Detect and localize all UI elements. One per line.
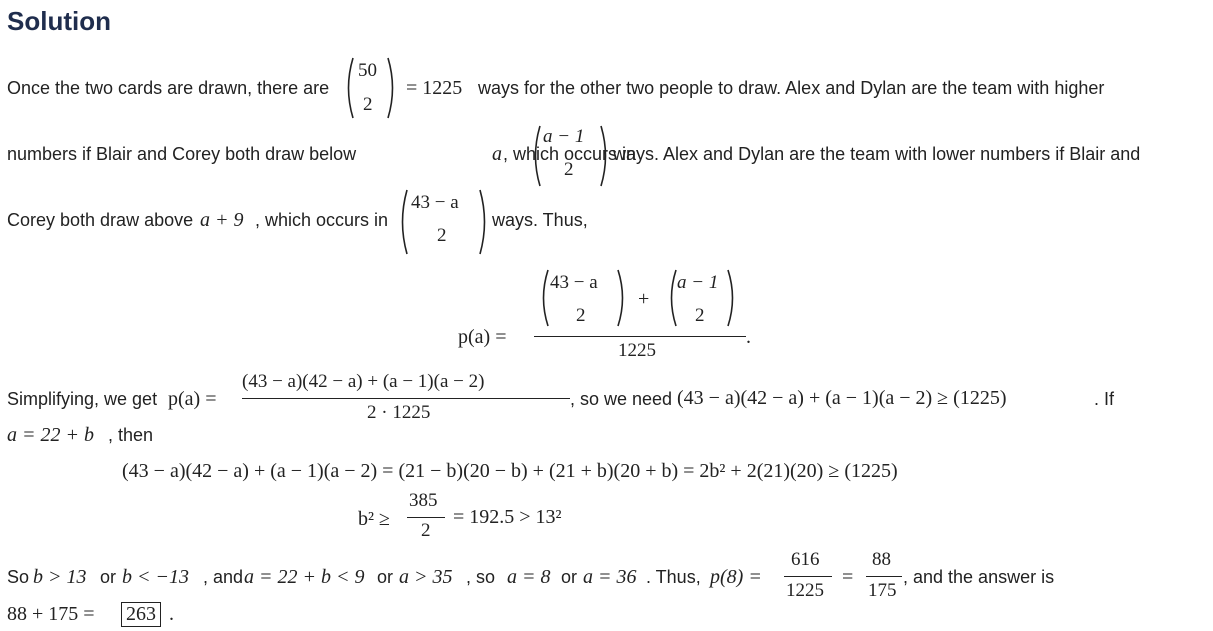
eq1-b1-top: 43 − a: [550, 272, 598, 293]
eq3-numerator: 385: [409, 490, 438, 511]
p6-text-4: or: [377, 567, 394, 587]
p6-frac1-denominator: 1225: [786, 580, 824, 601]
p4-text-2: , so we need: [570, 389, 673, 409]
eq1-b2-top: a − 1: [677, 272, 719, 293]
eq3-denominator: 2: [421, 520, 431, 541]
p5-text: , then: [108, 425, 154, 445]
solution-heading: Solution: [7, 6, 111, 36]
eq1-period: .: [746, 326, 751, 348]
p1-text-1: Once the two cards are drawn, there are: [7, 78, 330, 98]
p6-math-6: a = 36: [583, 566, 637, 588]
eq1-b1-bottom: 2: [576, 305, 586, 326]
eq1-b2-right-paren-icon: [726, 268, 738, 328]
p6-frac2-numerator: 88: [872, 549, 891, 570]
eq3-lhs: b² ≥: [358, 508, 390, 530]
eq3-rhs: = 192.5 > 13²: [453, 506, 562, 528]
eq1-fraction-bar: [534, 336, 746, 337]
p4-lhs: p(a) =: [168, 388, 217, 410]
p6-text-5: , so: [466, 567, 496, 587]
p4-text-3: . If: [1094, 389, 1115, 409]
p2-right-paren-icon: [599, 124, 611, 188]
p6-frac2-denominator: 175: [868, 580, 897, 601]
p2-left-paren-icon: [530, 124, 542, 188]
p6-math-3: a = 22 + b < 9: [244, 566, 365, 588]
p3-text-1: Corey both draw above: [7, 210, 194, 230]
p3-binom-bottom: 2: [437, 225, 447, 246]
p3-binom-top: 43 − a: [411, 192, 459, 213]
eq3-fraction-bar: [407, 517, 445, 518]
eq1-b1-left-paren-icon: [538, 268, 550, 328]
p1-binom-bottom: 2: [363, 94, 373, 115]
p6-text-3: , and: [203, 567, 244, 587]
p6-frac1-bar: [784, 576, 832, 577]
p7-period: .: [169, 603, 174, 625]
p1-right-paren-icon: [386, 56, 398, 120]
p4-fraction-bar: [242, 398, 570, 399]
eq1-denominator: 1225: [618, 340, 656, 361]
p6-math-1: b > 13: [33, 566, 87, 588]
p2-binom-top: a − 1: [543, 126, 585, 147]
p4-denominator: 2 · 1225: [367, 402, 431, 423]
p3-text-3: ways. Thus,: [492, 210, 588, 230]
p1-equals-1225: = 1225: [406, 77, 463, 99]
p3-left-paren-icon: [397, 188, 409, 256]
p6-text-1: So: [7, 567, 30, 587]
eq1-plus: +: [638, 288, 650, 310]
p6-frac2-bar: [866, 576, 902, 577]
eq1-lhs: p(a) =: [458, 326, 507, 348]
p2-text-1: numbers if Blair and Corey both draw below: [7, 144, 357, 164]
p1-text-2: ways for the other two people to draw. Alex and Dylan are the team with higher: [478, 78, 1105, 98]
p2-text-2: , which occurs in: [503, 144, 637, 164]
eq1-b2-bottom: 2: [695, 305, 705, 326]
answer-box: 263: [121, 602, 161, 627]
p1-left-paren-icon: [343, 56, 355, 120]
p6-frac1-numerator: 616: [791, 549, 820, 570]
eq2-line: (43 − a)(42 − a) + (a − 1)(a − 2) = (21 − b)(20 − b) + (21 + b)(20 + b) = 2b² + 2(21)(20) ≥ (1225): [122, 460, 898, 482]
p2-binom-bottom: 2: [564, 159, 574, 180]
p6-equals: =: [842, 566, 854, 588]
p4-text-1: Simplifying, we get: [7, 389, 158, 409]
p7-expr: 88 + 175 =: [7, 603, 95, 625]
p5-expr: a = 22 + b: [7, 424, 94, 446]
p6-text-2: or: [100, 567, 117, 587]
p4-inequality: (43 − a)(42 − a) + (a − 1)(a − 2) ≥ (1225): [677, 387, 1007, 409]
eq1-b1-right-paren-icon: [616, 268, 628, 328]
p6-math-4: a > 35: [399, 566, 453, 588]
p3-right-paren-icon: [478, 188, 490, 256]
p6-text-6: or: [561, 567, 578, 587]
p6-text-7: . Thus,: [646, 567, 701, 587]
p6-text-8: , and the answer is: [903, 567, 1055, 587]
p3-expr: a + 9: [200, 209, 244, 231]
p6-math-5: a = 8: [507, 566, 551, 588]
p2-text-3: ways. Alex and Dylan are the team with lower numbers if Blair and: [613, 144, 1141, 164]
p3-text-2: , which occurs in: [255, 210, 389, 230]
p6-math-7: p(8) =: [710, 566, 762, 588]
p1-binom-top: 50: [358, 60, 377, 81]
p2-var-a: a: [492, 143, 502, 165]
p4-numerator: (43 − a)(42 − a) + (a − 1)(a − 2): [242, 371, 485, 392]
p6-math-2: b < −13: [122, 566, 189, 588]
